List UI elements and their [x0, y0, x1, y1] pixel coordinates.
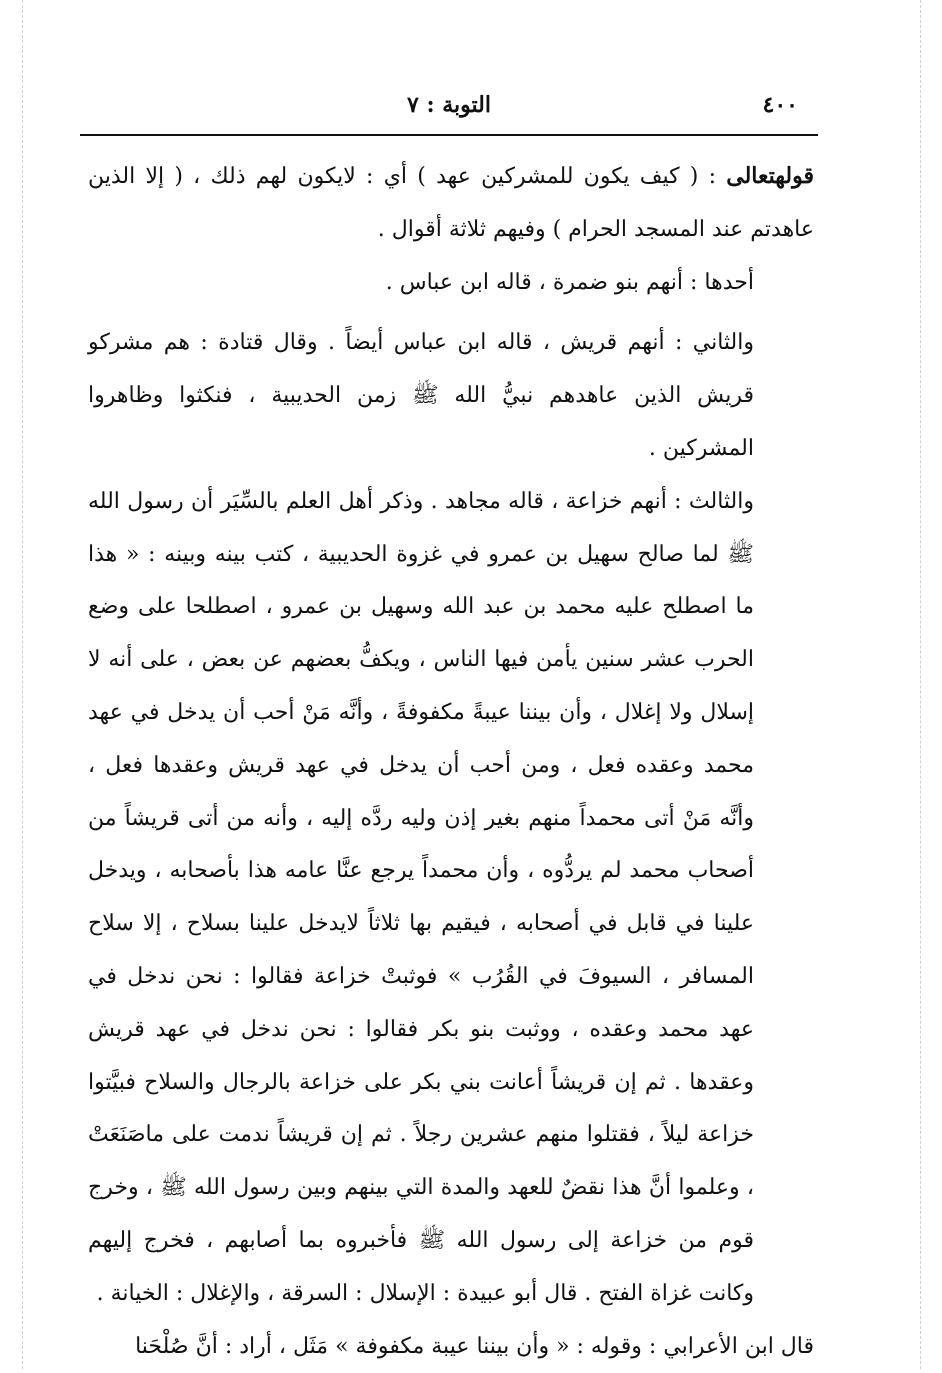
paragraph-text: قال ابن الأعرابي : وقوله : « وأن بيننا عيبة مكفوفة » مَثَل ، أراد : أنَّ صُلْحَنا	[135, 1333, 814, 1359]
paragraph-ibn-al-arabi	[88, 1321, 814, 1373]
paragraph-text: : ( كيف يكون للمشركين عهد ) أي : لايكون لهم ذلك ، ( إلا الذين عاهدتم عند المسجد الحرام ) وفيهم ثلاثة أقوال .	[88, 164, 814, 242]
paragraph-first-opinion	[88, 257, 814, 310]
paragraph-text: أحدها : أنهم بنو ضمرة ، قاله ابن عباس .	[385, 269, 754, 295]
page-number: ٤٠٠	[762, 92, 798, 118]
paragraph-text: والثالث : أنهم خزاعة ، قاله مجاهد . وذكر أهل العلم بالسِّيَر أن رسول الله ﷺ لما صالح سهيل بن عمرو في غزوة الحديبية ، كتب بينه وبينه : « هذا ما اصطلح عليه محمد بن عبد الله وسهيل بن عمرو ، اصطلحا على وضع الحرب عشر سنين يأمن فيها الناس ، ويكفُّ بعضهم عن بعض ، على أنه لا إسلال ولا إغلال ، وأن بيننا عيبةً مكفوفةً ، وأنَّه مَنْ أحب أن يدخل في عهد محمد وعقده فعل ، ومن أحب أن يدخل في عهد قريش وعقدها فعل ، وأنَّه مَنْ أتى محمداً منهم بغير إذن وليه ردَّه إليه ، وأنه من أتى قريشاً من أصحاب محمد لم يردُّوه ، وأن محمداً يرجع عنَّا عامه هذا بأصحابه ، ويدخل علينا في قابل في أصحابه ، فيقيم بها ثلاثاً لايدخل علينا بسلاح ، إلا سلاح المسافر ، السيوفَ في القُرُب » فوثبتْ خزاعة فقالوا : نحن ندخل في عهد محمد وعقده ، ووثبت بنو بكر فقالوا : نحن ندخل في عهد قريش وعقدها . ثم إن قريشاً أعانت بني بكر على خزاعة بالرجال والسلاح فبيَّتوا خزاعة ليلاً ، فقتلوا منهم عشرين رجلاً . ثم إن قريشاً ندمت على ماصَنَعَتْ ، وعلموا أنَّ هذا نقضٌ للعهد والمدة التي بينهم وبين رسول الله ﷺ ، وخرج قوم من خزاعة إلى رسول الله ﷺ فأخبروه بما أصابهم ، فخرج إليهم وكانت غزاة الفتح . قال أبو عبيدة : الإسلال : السرقة ، والإغلال : الخيانة .	[88, 488, 754, 1306]
page-header	[80, 86, 818, 126]
body-text	[88, 150, 814, 1373]
paragraph-verse	[88, 150, 814, 257]
paragraph-text: والثاني : أنهم قريش ، قاله ابن عباس أيضاً . وقال قتادة : هم مشركو قريش الذين عاهدهم نبيُّ الله ﷺ زمن الحديبية ، فنكثوا وظاهروا المشركين .	[88, 330, 754, 461]
margin-guide-right	[920, 0, 921, 1369]
paragraph-third-opinion	[88, 476, 814, 1321]
margin-guide-left	[22, 0, 23, 1369]
running-head: التوبة : ٧	[406, 92, 491, 118]
paragraph-lead: قولهتعالى	[726, 163, 814, 189]
header-rule	[80, 134, 818, 136]
paragraph-second-opinion	[88, 317, 814, 475]
